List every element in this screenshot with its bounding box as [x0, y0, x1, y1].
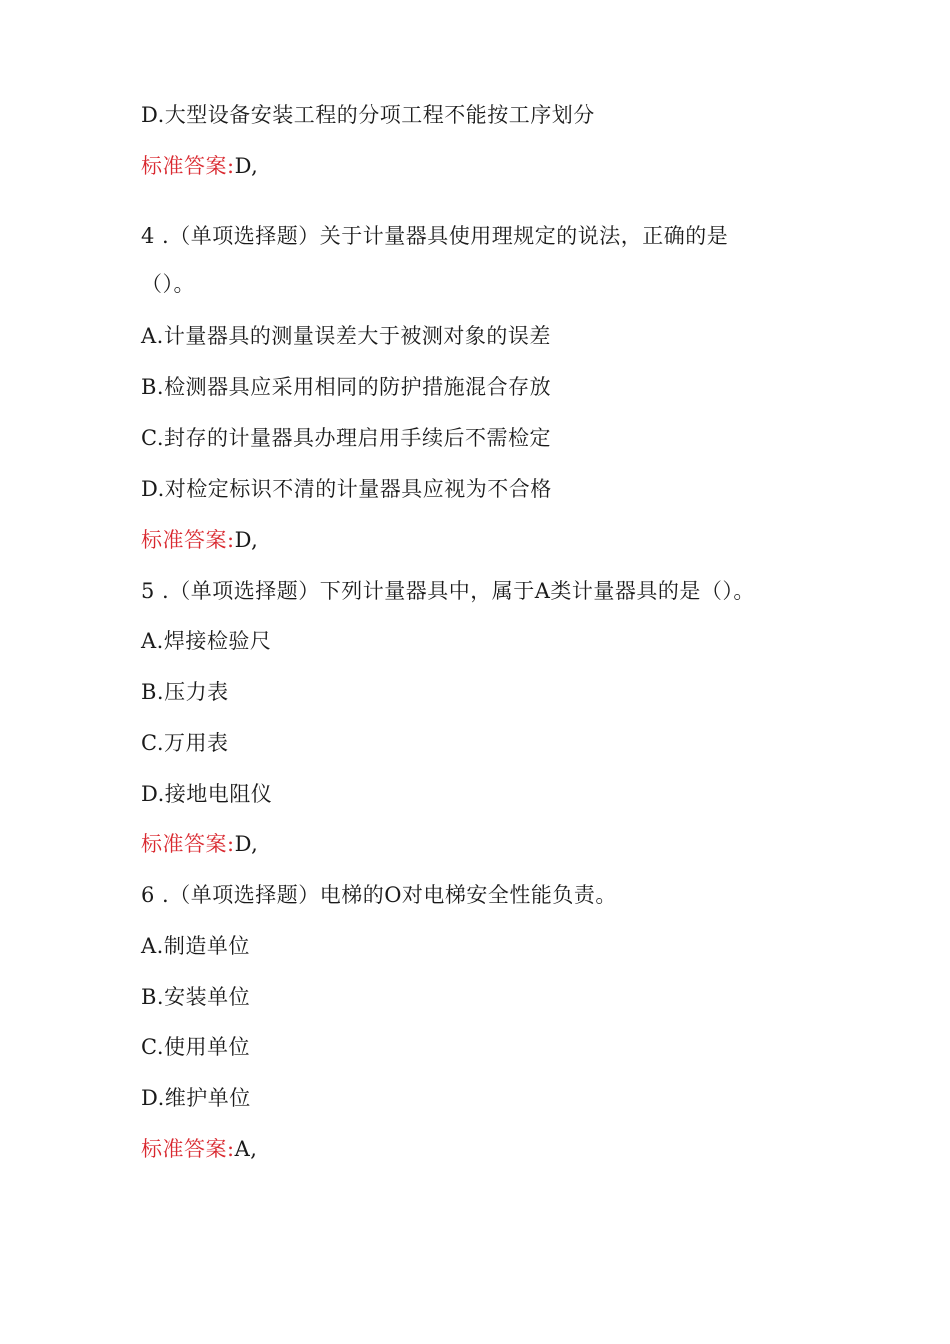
question-4-option-d: D.对检定标识不清的计量器具应视为不合格: [141, 477, 552, 501]
question-6-stem: 6 .（单项选择题）电梯的O对电梯安全性能负责。: [141, 883, 617, 907]
answer-value: D,: [234, 154, 259, 178]
question-6-option-b: B.安装单位: [141, 985, 251, 1009]
question-5-option-a: A.焊接检验尺: [141, 629, 272, 653]
question-5-option-b: B.压力表: [141, 680, 229, 704]
question-6-option-a: A.制造单位: [141, 934, 250, 958]
question-6-option-c: C.使用单位: [141, 1035, 250, 1059]
answer-label: 标准答案:: [141, 154, 235, 178]
question-4-option-c: C.封存的计量器具办理启用手续后不需检定: [141, 426, 551, 450]
option-d: D.大型设备安装工程的分项工程不能按工序划分: [141, 103, 595, 127]
standard-answer: [141, 152, 258, 180]
question-4-option-b: B.检测器具应采用相同的防护措施混合存放: [141, 375, 552, 399]
question-5-answer: [141, 830, 258, 858]
question-6-answer: [141, 1135, 257, 1163]
question-5-option-d: D.接地电阻仪: [141, 782, 273, 806]
question-4-stem-cont: （）。: [141, 272, 195, 296]
question-4-answer: [141, 526, 258, 554]
answer-label: 标准答案:: [141, 832, 235, 856]
answer-value: D,: [234, 832, 259, 856]
question-6-option-d: D.维护单位: [141, 1086, 251, 1110]
answer-value: D,: [234, 528, 259, 552]
question-4-option-a: A.计量器具的测量误差大于被测对象的误差: [141, 324, 551, 348]
answer-label: 标准答案:: [141, 528, 235, 552]
question-5-stem: 5 .（单项选择题）下列计量器具中，属于A类计量器具的是（）。: [141, 579, 755, 603]
question-4-stem: 4 .（单项选择题）关于计量器具使用理规定的说法，正确的是: [141, 224, 729, 248]
question-5-option-c: C.万用表: [141, 731, 229, 755]
answer-value: A,: [234, 1137, 258, 1161]
answer-label: 标准答案:: [141, 1137, 235, 1161]
